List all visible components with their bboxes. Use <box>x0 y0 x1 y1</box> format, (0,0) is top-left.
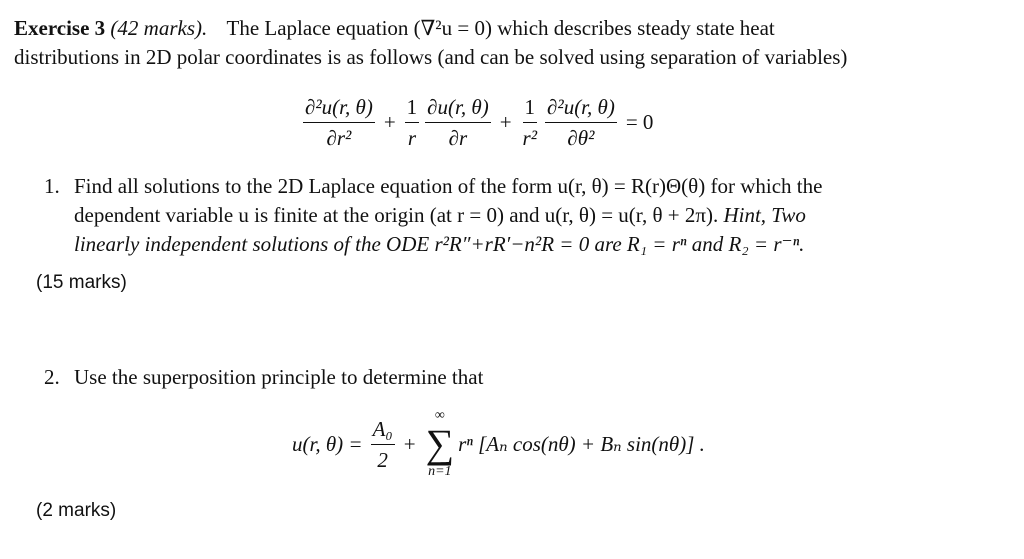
term3-coef-numerator: 1 <box>523 94 538 123</box>
q1-line2: dependent variable u is finite at the origin (at r = 0) and u(r, θ) = u(r, θ + 2π). <box>74 203 719 227</box>
term2-coef-numerator: 1 <box>405 94 420 123</box>
term3-denominator: ∂θ² <box>567 126 595 150</box>
q1-number: 1. <box>44 174 60 198</box>
sum-lower-limit: n=1 <box>428 464 452 479</box>
term2-fraction <box>425 94 491 151</box>
term1-denominator: ∂r² <box>326 126 352 150</box>
a0-denominator: 2 <box>377 447 388 472</box>
sum-upper-limit: ∞ <box>434 408 445 423</box>
exercise-intro-line2: distributions in 2D polar coordinates is as follows (and can be solved using separation of variables) <box>14 45 848 69</box>
a0-fraction <box>371 416 395 473</box>
eq2-body: rⁿ [Aₙ cos(nθ) + Bₙ sin(nθ)] . <box>458 431 705 456</box>
q2-line1: Use the superposition principle to determine that <box>74 365 484 389</box>
q2-marks: (2 marks) <box>36 500 117 521</box>
exercise-marks: (42 marks). <box>110 16 208 40</box>
plus-sign: + <box>383 110 396 134</box>
q1-line1: Find all solutions to the 2D Laplace equation of the form u(r, θ) = R(r)Θ(θ) for which the <box>74 174 823 198</box>
plus-sign: + <box>499 110 512 134</box>
term2-denominator: ∂r <box>448 126 468 150</box>
plus-sign: + <box>403 431 416 456</box>
exercise-label: Exercise 3 <box>14 16 106 40</box>
term3-fraction <box>545 94 617 151</box>
q1-hint-label: Hint, Two <box>723 203 806 227</box>
exercise-header-line1 <box>14 14 775 43</box>
term1-fraction <box>303 94 375 151</box>
term2-coefficient <box>405 94 420 151</box>
term2-numerator: ∂u(r, θ) <box>425 94 491 123</box>
laplace-equation <box>300 94 659 151</box>
sigma-symbol: ∑ <box>425 421 455 466</box>
q1-marks: (15 marks) <box>36 272 127 293</box>
a0-numerator: A₀ <box>371 416 395 445</box>
term1-numerator: ∂²u(r, θ) <box>303 94 375 123</box>
exercise-intro-line1: The Laplace equation (∇²u = 0) which describes steady state heat <box>226 16 775 40</box>
term2-coef-denominator: r <box>407 126 417 150</box>
term3-coefficient <box>521 94 539 151</box>
q1-line3: linearly independent solutions of the ODE r²R″+rR′−n²R = 0 are R₁ = rⁿ and R₂ = r⁻ⁿ. <box>74 232 805 256</box>
q1-line2-wrap <box>74 201 806 230</box>
summation <box>426 408 455 480</box>
eq2-lhs: u(r, θ) = <box>292 431 363 456</box>
equation-rhs: = 0 <box>625 110 654 134</box>
q2-number: 2. <box>44 365 60 389</box>
term3-coef-denominator: r² <box>522 126 538 150</box>
term3-numerator: ∂²u(r, θ) <box>545 94 617 123</box>
superposition-equation <box>292 408 705 480</box>
